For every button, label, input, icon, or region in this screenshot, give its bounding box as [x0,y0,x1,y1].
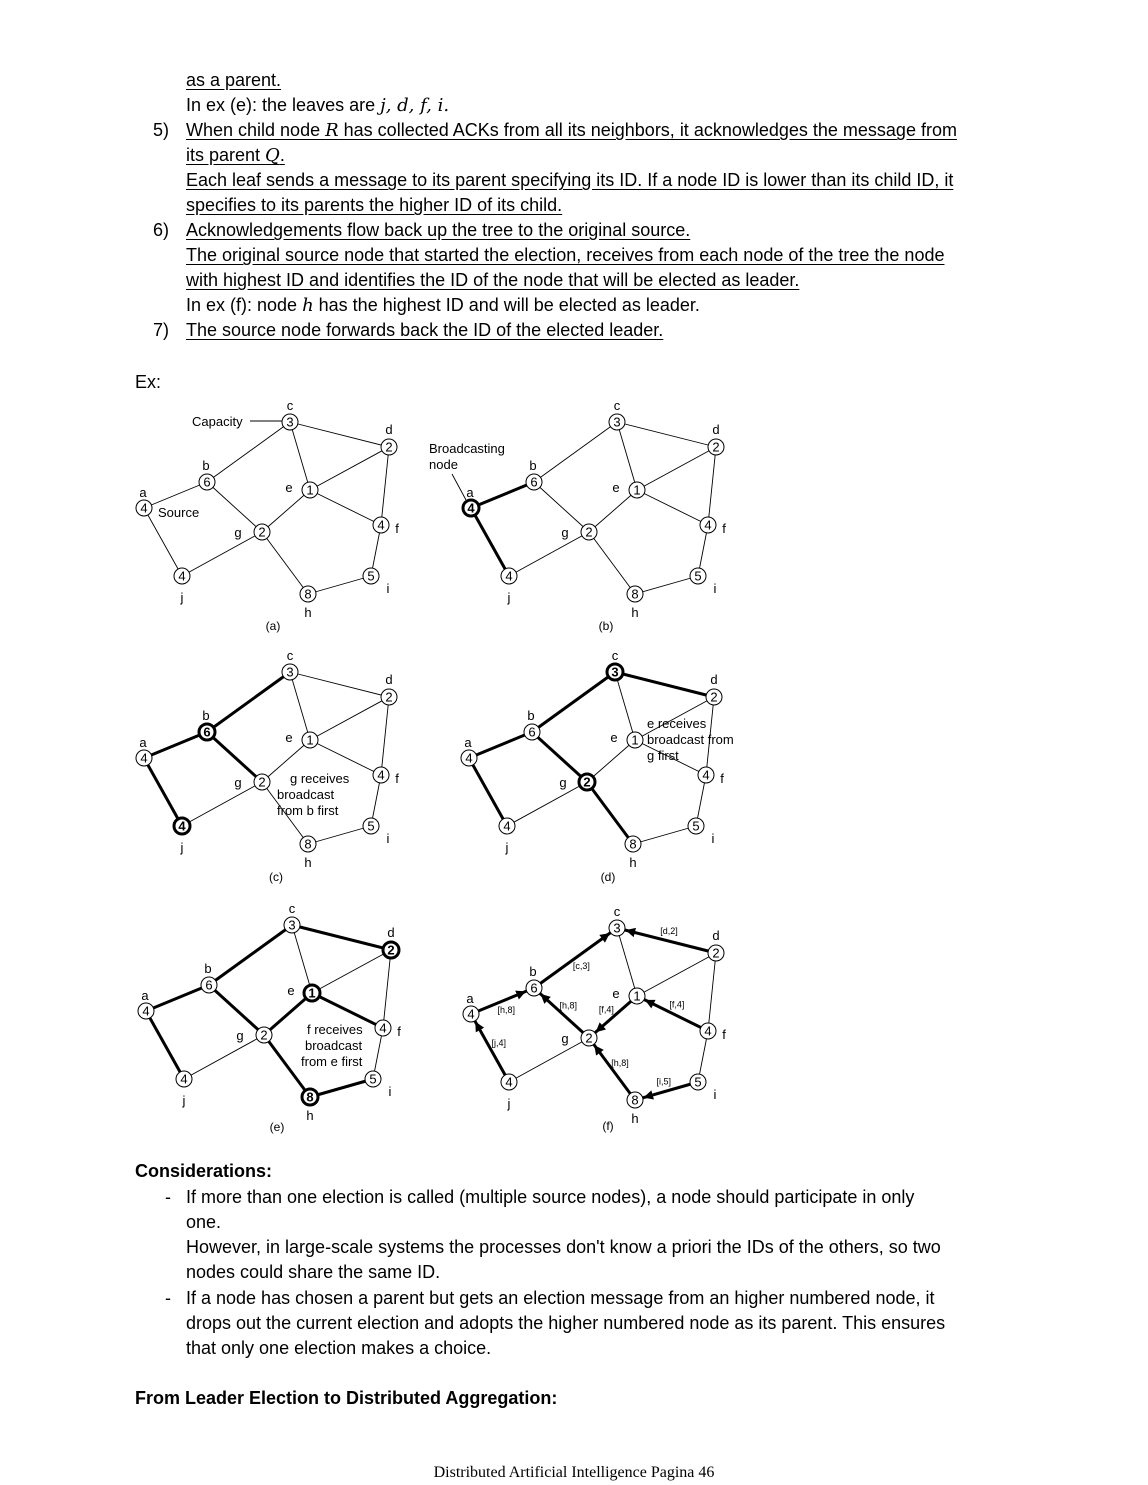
annotation-text: broadcast [277,787,335,802]
list-number: 6) [153,220,170,240]
panel-5 [463,904,726,1133]
node-capacity-e: 1 [306,732,314,748]
edge-a-b [146,985,209,1011]
node-capacity-c: 3 [286,664,294,680]
node-label-j: j [507,590,511,605]
annotation-text: f receives [307,1022,363,1037]
edge-h-i [633,826,696,844]
edge-b-c [534,422,617,482]
node-label-c: c [613,398,621,413]
annotation-text: e receives [647,716,707,731]
edge-b-c [207,422,290,482]
node-label-a: a [141,988,149,1003]
node-capacity-h: 8 [631,1092,639,1108]
panel-1 [429,398,726,633]
panel-label: (c) [269,870,283,884]
edge-b-c [209,925,292,985]
node-capacity-i: 5 [369,1071,377,1087]
annotation-text: node [429,457,458,472]
node-label-g: g [234,775,242,790]
node-label-g: g [559,775,567,790]
node-capacity-a: 4 [140,750,148,766]
node-label-i: i [388,1084,392,1099]
text-line: that only one election makes a choice. [186,1338,492,1358]
text-line: The original source node that started the election, receives from each node of the tree the node [186,245,945,265]
node-capacity-b: 6 [203,474,211,490]
edge-e-g [587,740,635,782]
node-label-h: h [304,855,312,870]
node-capacity-i: 5 [694,568,702,584]
node-label-e: e [287,983,295,998]
ack-label: [j,4] [491,1038,506,1049]
edge-a-j [146,1011,184,1079]
text-line: If more than one election is called (multiple source nodes), a node should participate in only [186,1187,915,1207]
ack-arrow [476,1023,482,1033]
node-label-e: e [285,730,293,745]
node-label-g: g [236,1028,244,1043]
edge-g-j [509,1038,589,1082]
node-capacity-j: 4 [505,568,513,584]
bullet-dash: - [165,1288,171,1308]
node-capacity-a: 4 [467,500,475,516]
node-capacity-j: 4 [178,568,186,584]
node-label-g: g [234,525,242,540]
text-line: However, in large-scale systems the processes don't know a priori the IDs of the others, so two [186,1237,941,1257]
node-capacity-b: 6 [203,724,211,740]
node-capacity-j: 4 [180,1071,188,1087]
node-label-h: h [629,855,637,870]
ack-label: [h,8] [611,1058,629,1069]
node-label-h: h [306,1108,314,1123]
node-capacity-d: 2 [712,945,720,961]
panel-label: (a) [265,619,281,633]
edge-e-g [589,996,637,1038]
edge-g-j [184,1035,264,1079]
node-capacity-f: 4 [704,1023,712,1039]
edge-g-j [507,782,587,826]
edge-e-g [264,993,312,1035]
node-label-j: j [507,1096,511,1111]
edge-c-e [617,928,637,996]
text-line: drops out the current election and adopts the higher numbered node as its parent. This ensures [186,1313,946,1333]
node-label-d: d [387,925,395,940]
edge-d-f [381,447,389,525]
edge-h-i [308,576,371,594]
node-capacity-h: 8 [304,586,312,602]
ack-label: [h,8] [497,1005,516,1016]
node-capacity-j: 4 [503,818,511,834]
node-label-d: d [710,672,718,687]
node-label-f: f [722,1027,726,1042]
node-label-c: c [611,648,619,663]
edge-d-e [310,447,389,490]
edge-b-c [532,672,615,732]
node-label-f: f [722,521,726,536]
node-label-b: b [202,708,210,723]
ack-label: [f,4] [598,1004,614,1015]
edge-d-e [312,950,391,993]
node-capacity-c: 3 [613,920,621,936]
node-label-e: e [612,986,620,1001]
panel-label: (f) [602,1119,614,1133]
node-label-f: f [397,1024,401,1039]
node-label-j: j [180,590,184,605]
edge-e-g [589,490,637,532]
node-capacity-d: 2 [387,942,395,958]
node-capacity-i: 5 [694,1074,702,1090]
text-line: its parent Q. [186,145,285,166]
node-capacity-g: 2 [585,1030,593,1046]
ack-label: [c,3] [572,961,590,972]
edge-e-g [262,490,310,532]
node-capacity-e: 1 [633,988,641,1004]
node-capacity-i: 5 [367,568,375,584]
node-label-a: a [139,735,147,750]
panel-4 [138,901,401,1134]
node-capacity-a: 4 [467,1006,475,1022]
edge-a-j [469,758,507,826]
edge-d-e [637,447,716,490]
node-label-i: i [711,831,715,846]
ack-arrow [541,995,550,1003]
panel-label: (b) [598,619,614,633]
edge-d-e [637,953,716,996]
ack-arrow [595,1046,602,1056]
edge-d-e [310,697,389,740]
text-line: with highest ID and identifies the ID of the node that will be elected as leader. [186,270,800,290]
node-capacity-h: 8 [631,586,639,602]
node-capacity-g: 2 [258,524,266,540]
node-capacity-b: 6 [205,977,213,993]
edge-g-j [182,782,262,826]
node-label-j: j [505,840,509,855]
node-label-g: g [561,1031,569,1046]
node-capacity-b: 6 [530,474,538,490]
node-label-f: f [720,771,724,786]
node-label-e: e [612,480,620,495]
node-capacity-h: 8 [304,836,312,852]
annotation-text: from b first [277,803,339,818]
panel-3 [461,648,734,884]
edge-d-f [383,950,391,1028]
edge-h-i [635,576,698,594]
edge-c-d [290,422,389,447]
edge-c-e [290,422,310,490]
annotation-text: broadcast [305,1038,363,1053]
node-label-a: a [466,991,474,1006]
annotation-text: Capacity [192,414,243,429]
annotation-text: Broadcasting [429,441,505,456]
edge-g-h [262,532,308,594]
edge-a-b [471,482,534,508]
node-label-d: d [712,422,720,437]
node-label-h: h [631,605,639,620]
edge-d-f [381,697,389,775]
node-capacity-f: 4 [377,517,385,533]
text-line: If a node has chosen a parent but gets an election message from an higher numbered node, it [186,1288,935,1308]
node-capacity-d: 2 [385,689,393,705]
node-label-g: g [561,525,569,540]
edge-g-h [587,782,633,844]
edge-d-f [708,447,716,525]
edge-g-j [182,532,262,576]
annotation-text: from e first [301,1054,363,1069]
node-capacity-g: 2 [258,774,266,790]
text-line: one. [186,1212,222,1232]
node-label-d: d [712,928,720,943]
edge-a-b [469,732,532,758]
panel-label: (e) [269,1120,285,1134]
node-capacity-d: 2 [710,689,718,705]
annotation-text: broadcast from [647,732,734,747]
ack-label: [f,4] [669,999,685,1010]
edge-e-f [310,740,381,775]
node-label-b: b [529,964,537,979]
node-label-f: f [395,521,399,536]
node-capacity-d: 2 [385,439,393,455]
node-capacity-f: 4 [702,767,710,783]
node-capacity-a: 4 [140,500,148,516]
node-label-b: b [527,708,535,723]
node-label-b: b [204,961,212,976]
annotation-text: g receives [290,771,350,786]
node-label-c: c [286,398,294,413]
ack-arrow [597,1024,606,1032]
node-label-b: b [529,458,537,473]
edge-c-d [617,422,716,447]
node-label-i: i [713,1087,717,1102]
node-capacity-b: 6 [530,980,538,996]
node-capacity-j: 4 [505,1074,513,1090]
edge-b-c [207,672,290,732]
node-label-d: d [385,672,393,687]
text-line: When child node R has collected ACKs from all its neighbors, it acknowledges the message from [186,120,957,141]
node-capacity-c: 3 [611,664,619,680]
ack-label: [h,8] [559,1000,577,1011]
node-label-c: c [286,648,294,663]
edge-a-b [144,732,207,758]
node-label-a: a [466,485,474,500]
edge-a-j [471,508,509,576]
ack-label: [d,2] [660,925,678,936]
edge-e-f [637,490,708,525]
edge-c-e [290,672,310,740]
example-label: Ex: [135,372,162,392]
edge-c-d [290,672,389,697]
node-label-i: i [713,581,717,596]
edge-g-h [589,532,635,594]
edge-h-i [308,826,371,844]
node-label-a: a [139,485,147,500]
considerations-heading: Considerations: [135,1161,273,1181]
ack-arrow [646,1000,657,1005]
panel-0 [136,398,399,633]
panel-label: (d) [600,870,616,884]
edge-c-e [615,672,635,740]
edge-c-d [292,925,391,950]
list-number: 5) [153,120,170,140]
edge-e-f [310,490,381,525]
node-capacity-i: 5 [367,818,375,834]
node-label-b: b [202,458,210,473]
annotation-text: g first [647,748,679,763]
node-capacity-i: 5 [692,818,700,834]
node-label-i: i [386,831,390,846]
text-line: as a parent. [186,70,282,90]
node-label-e: e [285,480,293,495]
node-label-c: c [613,904,621,919]
node-capacity-e: 1 [308,985,316,1001]
node-label-j: j [180,840,184,855]
node-capacity-e: 1 [631,732,639,748]
text-line: Acknowledgements flow back up the tree to the original source. [186,220,691,240]
node-capacity-h: 8 [306,1089,314,1105]
node-label-c: c [288,901,296,916]
annotation-text: Source [158,505,200,520]
text-line: In ex (e): the leaves are j, d, f, i. [186,95,450,116]
edge-c-e [292,925,312,993]
node-capacity-f: 4 [704,517,712,533]
node-capacity-d: 2 [712,439,720,455]
ack-arrow [599,934,609,941]
edge-h-i [310,1079,373,1097]
edge-c-e [617,422,637,490]
node-capacity-h: 8 [629,836,637,852]
node-capacity-a: 4 [142,1003,150,1019]
node-capacity-e: 1 [633,482,641,498]
text-line: nodes could share the same ID. [186,1262,441,1282]
node-capacity-c: 3 [613,414,621,430]
node-capacity-g: 2 [260,1027,268,1043]
node-label-h: h [304,605,312,620]
edge-a-j [144,758,182,826]
node-capacity-j: 4 [178,818,186,834]
edge-d-f [708,953,716,1031]
text-line: In ex (f): node h has the highest ID and will be elected as leader. [186,295,700,316]
node-capacity-a: 4 [465,750,473,766]
edge-c-d [615,672,714,697]
node-label-a: a [464,735,472,750]
section-heading: From Leader Election to Distributed Aggregation: [135,1388,558,1408]
text-line: specifies to its parents the higher ID of its child. [186,195,563,215]
node-capacity-f: 4 [379,1020,387,1036]
node-capacity-g: 2 [583,774,591,790]
node-capacity-g: 2 [585,524,593,540]
ack-label: [i,5] [656,1076,672,1087]
text-line: The source node forwards back the ID of the elected leader. [186,320,664,340]
node-capacity-e: 1 [306,482,314,498]
bullet-dash: - [165,1187,171,1207]
node-label-d: d [385,422,393,437]
edge-g-j [509,532,589,576]
node-label-j: j [182,1093,186,1108]
list-number: 7) [153,320,170,340]
node-label-f: f [395,771,399,786]
node-capacity-f: 4 [377,767,385,783]
panel-2 [136,648,399,884]
page-footer: Distributed Artificial Intelligence Pagina 46 [433,1464,715,1481]
node-capacity-c: 3 [288,917,296,933]
node-label-h: h [631,1111,639,1126]
node-label-i: i [386,581,390,596]
text-line: Each leaf sends a message to its parent specifying its ID. If a node ID is lower than its child ID, it [186,170,954,190]
node-capacity-c: 3 [286,414,294,430]
node-capacity-b: 6 [528,724,536,740]
node-label-e: e [610,730,618,745]
